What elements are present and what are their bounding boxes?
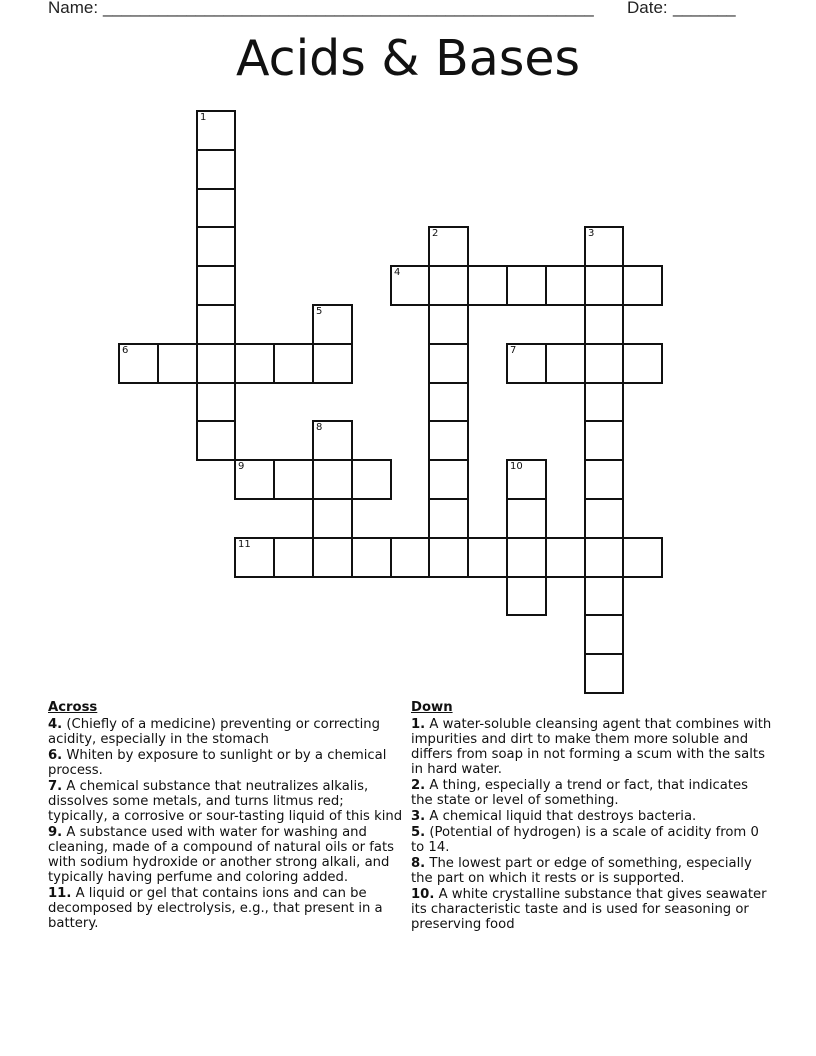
grid-cell[interactable] <box>196 226 236 267</box>
grid-cell[interactable] <box>584 653 624 694</box>
grid-cell[interactable] <box>157 343 198 384</box>
clue-text: A substance used with water for washing and cleaning, made of a compound of natural oils or fats with sodium hydroxide or another strong alkali, and typically having perfume and coloring added. <box>48 825 395 885</box>
clue-number: 8. <box>411 856 426 871</box>
grid-cell[interactable] <box>196 265 236 306</box>
down-clues <box>411 700 773 933</box>
grid-cell[interactable] <box>118 343 159 384</box>
clue-number-label: 6 <box>122 345 129 356</box>
grid-cell[interactable] <box>312 537 353 578</box>
grid-cell[interactable] <box>622 265 663 306</box>
clue-number: 4. <box>48 717 63 732</box>
date-label: Date: <box>627 0 668 17</box>
across-clue-9 <box>48 825 404 885</box>
grid-cell[interactable] <box>196 149 236 190</box>
grid-cell[interactable] <box>506 459 547 500</box>
grid-cell[interactable] <box>467 265 508 306</box>
grid-cell[interactable] <box>584 343 624 384</box>
grid-cell[interactable] <box>584 537 624 578</box>
grid-cell[interactable] <box>234 459 275 500</box>
grid-cell[interactable] <box>467 537 508 578</box>
down-clue-3 <box>411 809 773 824</box>
grid-cell[interactable] <box>273 459 314 500</box>
grid-cell[interactable] <box>584 459 624 500</box>
clue-text: (Chiefly of a medicine) preventing or correcting acidity, especially in the stomach <box>48 717 380 747</box>
name-field[interactable]: _____________________________________________________ <box>103 0 594 17</box>
grid-cell[interactable] <box>545 265 586 306</box>
grid-cell[interactable] <box>428 265 469 306</box>
clue-text: (Potential of hydrogen) is a scale of acidity from 0 to 14. <box>411 825 759 855</box>
grid-cell[interactable] <box>622 343 663 384</box>
clue-number: 5. <box>411 825 426 840</box>
clue-text: A chemical liquid that destroys bacteria. <box>429 809 697 824</box>
grid-cell[interactable] <box>312 459 353 500</box>
grid-cell[interactable] <box>196 382 236 422</box>
clue-number-label: 7 <box>510 345 517 356</box>
grid-cell[interactable] <box>196 343 236 384</box>
clue-number: 7. <box>48 779 63 794</box>
clue-text: A chemical substance that neutralizes alkalis, dissolves some metals, and turns litmus red; typically, a corrosive or sour-tasting liquid of this kind <box>48 779 403 824</box>
grid-cell[interactable] <box>428 304 469 345</box>
clue-number-label: 11 <box>238 539 251 550</box>
grid-cell[interactable] <box>584 265 624 306</box>
grid-cell[interactable] <box>622 537 663 578</box>
grid-cell[interactable] <box>196 304 236 345</box>
grid-cell[interactable] <box>273 343 314 384</box>
grid-cell[interactable] <box>545 537 586 578</box>
grid-cell[interactable] <box>506 498 547 539</box>
clue-text: A thing, especially a trend or fact, that indicates the state or level of something. <box>411 778 749 808</box>
clue-number-label: 10 <box>510 461 523 472</box>
clue-number: 2. <box>411 778 426 793</box>
grid-cell[interactable] <box>428 459 469 500</box>
grid-cell[interactable] <box>273 537 314 578</box>
clue-number: 10. <box>411 887 435 902</box>
grid-cell[interactable] <box>428 420 469 461</box>
grid-cell[interactable] <box>351 537 392 578</box>
clue-number: 11. <box>48 886 72 901</box>
across-clue-7 <box>48 779 404 824</box>
grid-cell[interactable] <box>506 537 547 578</box>
page-title: Acids & Bases <box>235 30 581 87</box>
grid-cell[interactable] <box>506 265 547 306</box>
clue-number-label: 5 <box>316 306 323 317</box>
grid-cell[interactable] <box>196 188 236 228</box>
grid-cell[interactable] <box>312 343 353 384</box>
down-clue-2 <box>411 778 773 808</box>
grid-cell[interactable] <box>196 420 236 461</box>
down-clue-8 <box>411 856 773 886</box>
clue-number-label: 2 <box>432 228 439 239</box>
down-clue-5 <box>411 825 773 855</box>
clue-number-label: 4 <box>394 267 401 278</box>
grid-cell[interactable] <box>234 343 275 384</box>
clue-number-label: 3 <box>588 228 595 239</box>
clue-text: Whiten by exposure to sunlight or by a chemical process. <box>48 748 387 778</box>
grid-cell[interactable] <box>428 343 469 384</box>
clue-text: A water-soluble cleansing agent that combines with impurities and dirt to make them more soluble and differs from soap in not forming a scum with the salts in hard water. <box>411 717 772 777</box>
grid-cell[interactable] <box>196 110 236 151</box>
grid-cell[interactable] <box>545 343 586 384</box>
grid-cell[interactable] <box>584 304 624 345</box>
across-heading: Across <box>48 700 98 715</box>
grid-cell[interactable] <box>584 498 624 539</box>
clue-number-label: 9 <box>238 461 245 472</box>
grid-cell[interactable] <box>390 537 430 578</box>
grid-cell[interactable] <box>390 265 430 306</box>
grid-cell[interactable] <box>428 498 469 539</box>
across-clue-6 <box>48 748 404 778</box>
clue-text: A liquid or gel that contains ions and can be decomposed by electrolysis, e.g., that present in a battery. <box>48 886 383 931</box>
name-label: Name: <box>48 0 99 17</box>
grid-cell[interactable] <box>234 537 275 578</box>
clue-text: A white crystalline substance that gives seawater its characteristic taste and is used for seasoning or preserving food <box>411 887 767 932</box>
grid-cell[interactable] <box>428 382 469 422</box>
down-heading: Down <box>411 700 453 715</box>
grid-cell[interactable] <box>584 226 624 267</box>
grid-cell[interactable] <box>506 576 547 616</box>
grid-cell[interactable] <box>584 576 624 616</box>
clue-number: 6. <box>48 748 63 763</box>
clue-number-label: 1 <box>200 112 207 123</box>
clue-number-label: 8 <box>316 422 323 433</box>
grid-cell[interactable] <box>312 420 353 461</box>
across-clues <box>48 700 404 932</box>
across-clue-4 <box>48 717 404 747</box>
grid-cell[interactable] <box>584 614 624 655</box>
clue-number: 3. <box>411 809 426 824</box>
date-field[interactable]: _______ <box>673 0 735 17</box>
grid-cell[interactable] <box>428 226 469 267</box>
clue-number: 1. <box>411 717 426 732</box>
across-clue-11 <box>48 886 404 931</box>
down-clue-10 <box>411 887 773 932</box>
clue-number: 9. <box>48 825 63 840</box>
grid-cell[interactable] <box>312 304 353 345</box>
down-clue-1 <box>411 717 773 777</box>
grid-cell[interactable] <box>506 343 547 384</box>
grid-cell[interactable] <box>351 459 392 500</box>
clue-text: The lowest part or edge of something, especially the part on which it rests or is supported. <box>411 856 752 886</box>
grid-cell[interactable] <box>584 420 624 461</box>
grid-cell[interactable] <box>584 382 624 422</box>
grid-cell[interactable] <box>428 537 469 578</box>
grid-cell[interactable] <box>312 498 353 539</box>
